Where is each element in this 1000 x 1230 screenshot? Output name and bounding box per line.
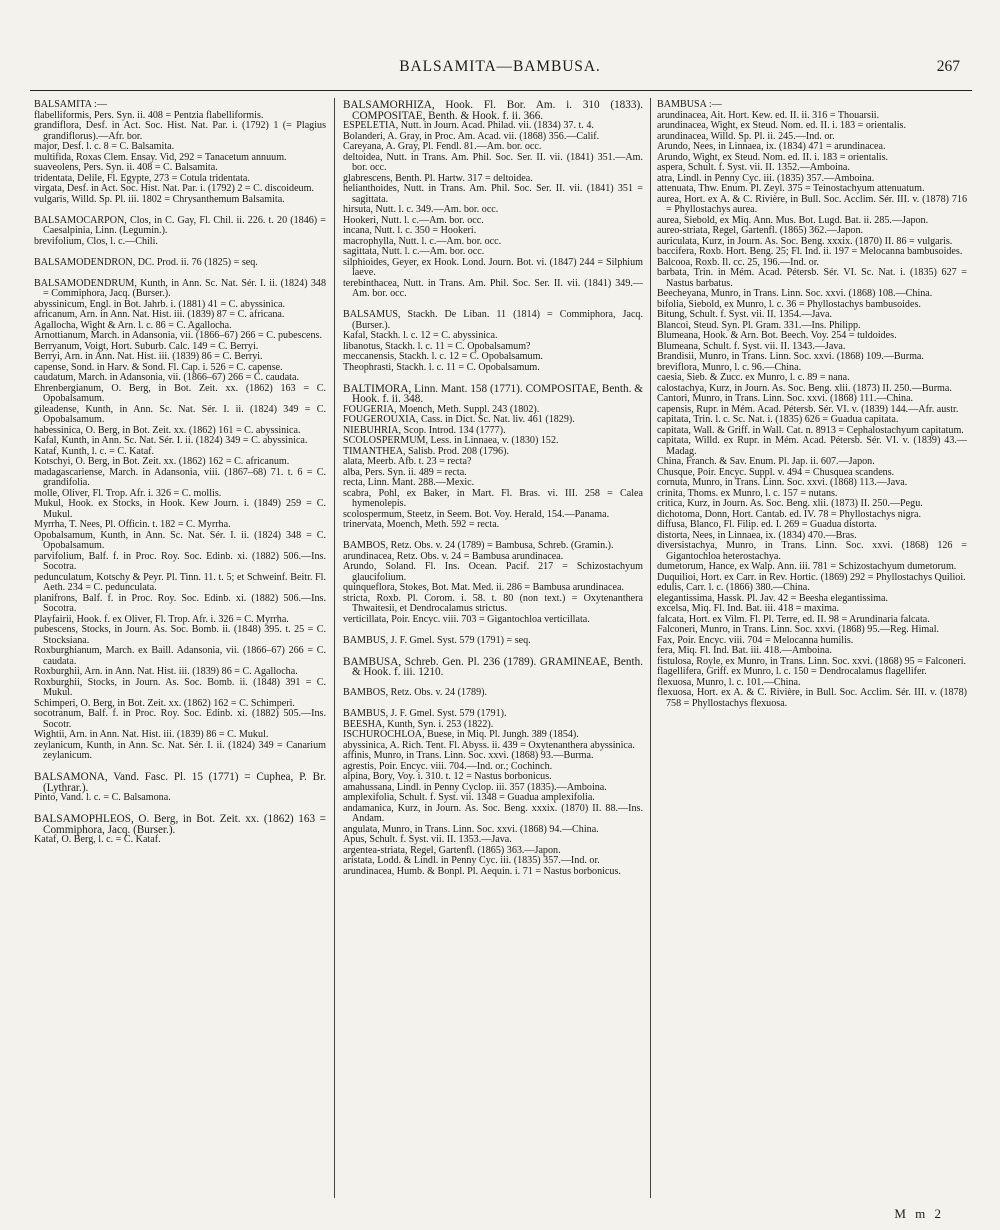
dictionary-entry: SCOLOSPERMUM, Less. in Linnaea, v. (1830) 152.: [343, 435, 559, 446]
dictionary-entry: molle, Oliver, Fl. Trop. Afr. i. 326 = C. mollis.: [34, 487, 222, 499]
dictionary-entry: aureo-striata, Regel, Gartenfl. (1865) 362.—Japon.: [657, 225, 864, 236]
dictionary-entry: incana, Nutt. l. c. 350 = Hookeri.: [343, 225, 477, 236]
dictionary-entry: Hookeri, Nutt. l. c.—Am. bor. occ.: [343, 214, 484, 226]
dictionary-entry: Arundo, Soland. Fl. Ins. Ocean. Pacif. 217 = Schizostachyum glaucifolium.: [343, 561, 643, 583]
column-left: [34, 100, 326, 1215]
dictionary-entry: Theophrasti, Stackh. l. c. 11 = C. Opobalsamum.: [343, 361, 540, 373]
dictionary-entry: Bolanderi, A. Gray, in Proc. Am. Acad. vii. (1868) 356.—Calif.: [343, 130, 600, 142]
dictionary-entry: caesia, Sieb. & Zucc. ex Munro, l. c. 89 = nana.: [657, 372, 850, 383]
dictionary-entry: agrestis, Poir. Encyc. viii. 704.—Ind. or.; Cochinch.: [343, 760, 553, 772]
column-right: [657, 100, 967, 1215]
page-number: 267: [936, 58, 960, 75]
dictionary-entry: amplexifolia, Schult. f. Syst. vii. 1348 = Guadua amplexifolia.: [343, 792, 595, 803]
dictionary-entry: diversistachya, Munro, in Trans. Linn. Soc. xxvi. (1868) 126 = Gigantochloa heterostachya.: [657, 540, 967, 562]
dictionary-entry: libanotus, Stackh. l. c. 11 = C. Opobalsamum?: [343, 340, 531, 352]
dictionary-entry: BALSAMODENDRUM, Kunth, in Ann. Sc. Nat. Sér. I. ii. (1824) 348 = Commiphora, Jacq. (Burser.).: [34, 277, 326, 299]
dictionary-entry: suaveolens, Pers. Syn. ii. 408 = C. Balsamita.: [34, 162, 218, 173]
dictionary-entry: aurea, Siebold, ex Miq. Ann. Mus. Bot. Lugd. Bat. ii. 285.—Japon.: [657, 214, 929, 226]
dictionary-entry: macrophylla, Nutt. l. c.—Am. bor. occ.: [343, 235, 502, 247]
dictionary-entry: distorta, Nees, in Linnaea, ix. (1834) 470.—Bras.: [657, 529, 857, 541]
dictionary-entry: Blumeana, Schult. f. Syst. vii. II. 1343.—Java.: [657, 340, 846, 352]
dictionary-entry: TIMANTHEA, Salisb. Prod. 208 (1796).: [343, 445, 509, 457]
running-header: [30, 58, 970, 84]
dictionary-entry: BAMBOS, Retz. Obs. v. 24 (1789) = Bambusa, Schreb. (Gramin.).: [343, 540, 614, 551]
dictionary-entry: arundinacea, Wight, ex Steud. Nom. ed. II. i. 183 = orientalis.: [657, 120, 906, 131]
dictionary-entry: helianthoides, Nutt. in Trans. Am. Phil. Soc. Ser. II. vii. (1841) 351 = sagittata.: [343, 183, 643, 205]
dictionary-entry: abyssinica, A. Rich. Tent. Fl. Abyss. ii. 439 = Oxytenanthera abyssinica.: [343, 739, 635, 751]
dictionary-entry: baccifera, Roxb. Hort. Beng. 25; Fl. Ind. ii. 197 = Melocanna bambusoides.: [657, 246, 963, 257]
dictionary-entry: BALSAMONA, Vand. Fasc. Pl. 15 (1771) = Cuphea, P. Br. (Lythrar.).: [34, 771, 326, 794]
dictionary-entry: hirsuta, Nutt. l. c. 349.—Am. bor. occ.: [343, 204, 499, 215]
dictionary-entry: fera, Miq. Fl. Ind. Bat. iii. 418.—Amboina.: [657, 645, 832, 656]
dictionary-entry: aurea, Hort. ex A. & C. Rivière, in Bull. Soc. Acclim. Sér. III. v. (1878) 716 = Phyllostachys aurea.: [657, 193, 967, 215]
dictionary-entry: arundinacea, Willd. Sp. Pl. ii. 245.—Ind. or.: [657, 130, 835, 142]
dictionary-entry: Kafal, Kunth, in Ann. Sc. Nat. Sér. I. ii. (1824) 349 = C. abyssinica.: [34, 435, 308, 446]
column-middle: [343, 100, 643, 1215]
dictionary-entry: attenuata, Thw. Enum. Pl. Zeyl. 375 = Teinostachyum attenuatum.: [657, 183, 925, 194]
dictionary-entry: Apus, Schult. f. Syst. vii. II. 1353.—Java.: [343, 834, 512, 845]
dictionary-entry: grandiflora, Desf. in Act. Soc. Hist. Nat. Par. i. (1792) 1 (= Plagius grandiflorus).—Afr. bor.: [34, 120, 326, 142]
dictionary-entry: Beecheyana, Munro, in Trans. Linn. Soc. xxvi. (1868) 108.—China.: [657, 288, 933, 299]
dictionary-entry: Cantori, Munro, in Trans. Linn. Soc. xxvi. (1868) 111.—China.: [657, 393, 914, 404]
dictionary-entry: Ehrenbergianum, O. Berg, in Bot. Zeit. xx. (1862) 163 = C. Opobalsamum.: [34, 382, 326, 404]
dictionary-entry: cornuta, Munro, in Trans. Linn. Soc. xxvi. (1868) 113.—Java.: [657, 477, 908, 488]
dictionary-entry: tridentata, Delile, Fl. Egypte, 273 = Cotula tridentata.: [34, 172, 250, 184]
dictionary-entry: stricta, Roxb. Pl. Corom. i. 58. t. 80 (non text.) = Oxytenanthera Thwaitesii, et Dendrocalamus strictus.: [343, 592, 643, 614]
dictionary-entry: gileadense, Kunth, in Ann. Sc. Nat. Sér. I. ii. (1824) 349 = C. Opobalsamum.: [34, 403, 326, 425]
dictionary-entry: breviflora, Munro, l. c. 96.—China.: [657, 361, 802, 373]
dictionary-entry: critica, Kurz, in Journ. As. Soc. Beng. xlii. (1873) II. 250.—Pegu.: [657, 498, 923, 509]
dictionary-entry: planifrons, Balf. f. in Proc. Roy. Soc. Edinb. xi. (1882) 506.—Ins. Socotra.: [34, 592, 326, 614]
dictionary-entry: BALTIMORA, Linn. Mant. 158 (1771). COMPOSITAE, Benth. & Hook. f. ii. 348.: [343, 382, 643, 405]
dictionary-entry: BAMBUSA, Schreb. Gen. Pl. 236 (1789). GRAMINEAE, Benth. & Hook. f. iii. 1210.: [343, 655, 643, 678]
dictionary-entry: NIEBUHRIA, Scop. Introd. 134 (1777).: [343, 424, 506, 436]
dictionary-entry: capensis, Rupr. in Mém. Acad. Pétersb. Sér. VI. v. (1839) 144.—Afr. austr.: [657, 403, 959, 415]
dictionary-entry: Arnottianum, March. in Adansonia, vii. (1866–67) 266 = C. pubescens.: [34, 330, 322, 341]
dictionary-entry: falcata, Hort. ex Vilm. Fl. Pl. Terre, ed. II. 98 = Arundinaria falcata.: [657, 613, 930, 625]
dictionary-entry: sagittata, Nutt. l. c.—Am. bor. occ.: [343, 246, 485, 257]
dictionary-entry: ESPELETIA, Nutt. in Journ. Acad. Philad. vii. (1834) 37. t. 4.: [343, 120, 594, 131]
dictionary-entry: brevifolium, Clos, l. c.—Chili.: [34, 235, 158, 247]
dictionary-entry: Falconeri, Munro, in Trans. Linn. Soc. xxvi. (1868) 95.—Reg. Himal.: [657, 624, 940, 635]
dictionary-entry: auriculata, Kurz, in Journ. As. Soc. Beng. xxxix. (1870) II. 86 = vulgaris.: [657, 235, 953, 247]
running-title: BALSAMITA—BAMBUSA.: [399, 58, 601, 75]
dictionary-entry: multifida, Roxas Clem. Ensay. Vid, 292 = Tanacetum annuum.: [34, 151, 287, 163]
dictionary-entry: verticillata, Poir. Encyc. viii. 703 = Gigantochloa verticillata.: [343, 613, 590, 625]
dictionary-entry: BALSAMUS, Stackh. De Liban. 11 (1814) = Commiphora, Jacq. (Burser.).: [343, 309, 643, 331]
dictionary-entry: aristata, Lodd. & Lindl. in Penny Cyc. iii. (1835) 357.—Ind. or.: [343, 855, 600, 866]
dictionary-entry: Roxburghii, Stocks, in Journ. As. Soc. Bomb. ii. (1848) 391 = C. Mukul.: [34, 676, 326, 698]
header-rule: [30, 90, 972, 91]
dictionary-entry: virgata, Desf. in Act. Soc. Hist. Nat. Par. i. (1792) 2 = C. discoideum.: [34, 183, 314, 194]
dictionary-entry: elegantissima, Hassk. Pl. Jav. 42 = Beesha elegantissima.: [657, 592, 888, 604]
dictionary-entry: Myrrha, T. Nees, Pl. Officin. t. 182 = C. Myrrha.: [34, 519, 231, 530]
dictionary-entry: arundinacea, Humb. & Bonpl. Pl. Aequin. i. 71 = Nastus borbonicus.: [343, 865, 621, 877]
dictionary-entry: BAMBUSA :—: [657, 100, 722, 110]
dictionary-entry: terebinthacea, Nutt. in Trans. Am. Phil. Soc. Ser. II. vii. (1841) 349.—Am. bor. occ.: [343, 277, 643, 299]
dictionary-entry: vulgaris, Willd. Sp. Pl. iii. 1802 = Chrysanthemum Balsamita.: [34, 193, 285, 205]
dictionary-entry: Kataf, Kunth, l. c. = C. Kataf.: [34, 445, 155, 457]
dictionary-entry: Roxburghii, Arn. in Ann. Nat. Hist. iii. (1839) 86 = C. Agallocha.: [34, 666, 298, 677]
dictionary-entry: capitata, Willd. ex Rupr. in Mém. Acad. Pétersb. Sér. VI. v. (1839) 43.—Madag.: [657, 435, 967, 457]
dictionary-entry: scolospermum, Steetz, in Seem. Bot. Voy. Herald, 154.—Panama.: [343, 508, 610, 520]
dictionary-entry: silphioides, Geyer, ex Hook. Lond. Journ. Bot. vi. (1847) 244 = Silphium laeve.: [343, 256, 643, 278]
dictionary-entry: parvifolium, Balf. f. in Proc. Roy. Soc. Edinb. xi. (1882) 506.—Ins. Socotra.: [34, 550, 326, 572]
dictionary-entry: Chusque, Poir. Encyc. Suppl. v. 494 = Chusquea scandens.: [657, 466, 895, 478]
dictionary-entry: flabelliformis, Pers. Syn. ii. 408 = Pentzia flabelliformis.: [34, 109, 264, 121]
dictionary-entry: dichotoma, Donn, Hort. Cantab. ed. IV. 78 = Phyllostachys nigra.: [657, 508, 921, 520]
dictionary-entry: meccanensis, Stackh. l. c. 12 = C. Opobalsamum.: [343, 351, 543, 362]
dictionary-entry: madagascariense, March. in Adansonia, viii. (1867–68) 71. t. 6 = C. grandifolia.: [34, 466, 326, 488]
dictionary-entry: aspera, Schult. f. Syst. vii. II. 1352.—Amboina.: [657, 162, 850, 173]
dictionary-entry: zeylanicum, Kunth, in Ann. Sc. Nat. Sér. I. ii. (1824) 349 = Canarium zeylanicum.: [34, 739, 326, 761]
dictionary-entry: flagellifera, Griff. ex Munro, l. c. 150 = Dendrocalamus flagellifer.: [657, 666, 927, 677]
column-divider: [334, 98, 335, 1198]
dictionary-entry: BALSAMORHIZA, Hook. Fl. Bor. Am. i. 310 (1833). COMPOSITAE, Benth. & Hook. f. ii. 366.: [343, 100, 643, 122]
dictionary-entry: glabrescens, Benth. Pl. Hartw. 317 = deltoidea.: [343, 172, 533, 184]
dictionary-entry: Brandisii, Munro, in Trans. Linn. Soc. xxvi. (1868) 109.—Burma.: [657, 351, 924, 362]
dictionary-entry: Careyana, A. Gray, Pl. Fendl. 81.—Am. bor. occ.: [343, 141, 542, 152]
dictionary-entry: pubescens, Stocks, in Journ. As. Soc. Bomb. ii. (1848) 395. t. 25 = C. Stocksiana.: [34, 624, 326, 646]
dictionary-entry: abyssinicum, Engl. in Bot. Jahrb. i. (1881) 41 = C. abyssinica.: [34, 298, 286, 310]
dictionary-entry: major, Desf. l. c. 8 = C. Balsamita.: [34, 141, 175, 152]
dictionary-entry: BALSAMITA :—: [34, 100, 107, 110]
dictionary-entry: deltoidea, Nutt. in Trans. Am. Phil. Soc. Ser. II. vii. (1841) 351.—Am. bor. occ.: [343, 151, 643, 173]
dictionary-entry: recta, Linn. Mant. 288.—Mexic.: [343, 477, 475, 488]
dictionary-entry: amahussana, Lindl. in Penny Cyclop. iii. 357 (1835).—Amboina.: [343, 781, 607, 793]
dictionary-entry: flexuosa, Munro, l. c. 101.—China.: [657, 676, 801, 688]
dictionary-entry: Kafal, Stackh. l. c. 12 = C. abyssinica.: [343, 330, 498, 341]
dictionary-entry: Arundo, Nees, in Linnaea, ix. (1834) 471 = arundinacea.: [657, 141, 886, 152]
dictionary-entry: caudatum, March. in Adansonia, vii. (1866–67) 266 = C. caudata.: [34, 372, 299, 383]
dictionary-entry: Arundo, Wight, ex Steud. Nom. ed. II. i. 183 = orientalis.: [657, 151, 889, 163]
dictionary-entry: arundinacea, Retz. Obs. v. 24 = Bambusa arundinacea.: [343, 550, 564, 562]
dictionary-entry: Bitung, Schult. f. Syst. vii. II. 1354.—Java.: [657, 309, 832, 320]
dictionary-entry: Kataf, O. Berg, l. c. = C. Kataf.: [34, 834, 161, 845]
dictionary-entry: angulata, Munro, in Trans. Linn. Soc. xxvi. (1868) 94.—China.: [343, 823, 599, 835]
dictionary-entry: Berryanum, Voigt, Hort. Suburb. Calc. 149 = C. Berryi.: [34, 340, 259, 352]
dictionary-entry: Berryi, Arn. in Ann. Nat. Hist. iii. (1839) 86 = C. Berryi.: [34, 351, 263, 362]
dictionary-entry: bifolia, Siebold, ex Munro, l. c. 36 = Phyllostachys bambusoides.: [657, 298, 921, 310]
dictionary-entry: calostachya, Kurz, in Journ. As. Soc. Beng. xlii. (1873) II. 250.—Burma.: [657, 382, 952, 394]
dictionary-entry: crinita, Thoms. ex Munro, l. c. 157 = nutans.: [657, 487, 838, 499]
signature-mark: M m 2: [894, 1206, 944, 1221]
dictionary-entry: BAMBUS, J. F. Gmel. Syst. 579 (1791).: [343, 708, 507, 719]
dictionary-entry: Agallocha, Wight & Arn. l. c. 86 = C. Agallocha.: [34, 319, 232, 331]
dictionary-entry: Opobalsamum, Kunth, in Ann. Sc. Nat. Sér. I. ii. (1824) 348 = C. Opobalsamum.: [34, 529, 326, 551]
dictionary-entry: Blancoi, Steud. Syn. Pl. Gram. 331.—Ins. Philipp.: [657, 319, 861, 331]
dictionary-entry: BAMBOS, Retz. Obs. v. 24 (1789).: [343, 687, 488, 698]
dictionary-entry: ISCHUROCHLOA, Buese, in Miq. Pl. Jungh. 389 (1854).: [343, 729, 579, 740]
dictionary-entry: BEESHA, Kunth, Syn. i. 253 (1822).: [343, 718, 494, 730]
dictionary-entry: alba, Pers. Syn. ii. 489 = recta.: [343, 466, 467, 478]
dictionary-entry: socotranum, Balf. f. in Proc. Roy. Soc. Edinb. xi. (1882) 505.—Ins. Socotr.: [34, 708, 326, 730]
column-divider: [650, 98, 651, 1198]
dictionary-entry: quinqueflora, Stokes, Bot. Mat. Med. ii. 286 = Bambusa arundinacea.: [343, 582, 624, 593]
dictionary-entry: alata, Meerb. Afb. t. 23 = recta?: [343, 456, 472, 467]
dictionary-entry: atra, Lindl. in Penny Cyc. iii. (1835) 357.—Amboina.: [657, 172, 875, 184]
dictionary-entry: FOUGERIA, Moench, Meth. Suppl. 243 (1802).: [343, 403, 540, 415]
dictionary-entry: dumetorum, Hance, ex Walp. Ann. iii. 781 = Schizostachyum dumetorum.: [657, 561, 957, 572]
dictionary-entry: argentea-striata, Regel, Gartenfl. (1865) 363.—Japon.: [343, 844, 561, 856]
dictionary-entry: flexuosa, Hort. ex A. & C. Rivière, in Bull. Soc. Acclim. Sér. III. v. (1878) 758 = Phyllostachys flexuosa.: [657, 687, 967, 709]
dictionary-entry: fistulosa, Royle, ex Munro, in Trans. Linn. Soc. xxvi. (1868) 95 = Falconeri.: [657, 655, 967, 667]
dictionary-entry: alpina, Bory, Voy. i. 310. t. 12 = Nastus borbonicus.: [343, 771, 552, 782]
dictionary-entry: Schimperi, O. Berg, in Bot. Zeit. xx. (1862) 162 = C. Schimperi.: [34, 697, 295, 709]
dictionary-entry: affinis, Munro, in Trans. Linn. Soc. xxvi. (1868) 93.—Burma.: [343, 750, 594, 761]
dictionary-entry: trinervata, Moench, Meth. 592 = recta.: [343, 519, 500, 530]
dictionary-entry: FOUGEROUXIA, Cass. in Dict. Sc. Nat. liv. 461 (1829).: [343, 414, 575, 425]
dictionary-entry: andamanica, Kurz, in Journ. As. Soc. Beng. xxxix. (1870) II. 88.—Ins. Andam.: [343, 802, 643, 824]
dictionary-entry: capitata, Wall. & Griff. in Wall. Cat. n. 8913 = Cephalostachyum capitatum.: [657, 424, 964, 436]
dictionary-entry: edulis, Carr. l. c. (1866) 380.—China.: [657, 582, 810, 593]
dictionary-entry: Blumeana, Hook. & Arn. Bot. Beech. Voy. 254 = tuldoides.: [657, 330, 897, 341]
dictionary-entry: scabra, Pohl, ex Baker, in Mart. Fl. Bras. vi. III. 258 = Calea hymenolepis.: [343, 487, 643, 509]
dictionary-entry: habessinica, O. Berg, in Bot. Zeit. xx. (1862) 161 = C. abyssinica.: [34, 424, 301, 436]
dictionary-entry: BALSAMOCARPON, Clos, in C. Gay, Fl. Chil. ii. 226. t. 20 (1846) = Caesalpinia, Linn. (Legumin.).: [34, 214, 326, 236]
dictionary-entry: BAMBUS, J. F. Gmel. Syst. 579 (1791) = seq.: [343, 634, 531, 646]
dictionary-entry: Duquilioi, Hort. ex Carr. in Rev. Hortic. (1869) 292 = Phyllostachys Quilioi.: [657, 571, 966, 583]
dictionary-entry: Kotschyi, O. Berg, in Bot. Zeit. xx. (1862) 162 = C. africanum.: [34, 456, 290, 467]
dictionary-entry: arundinacea, Ait. Hort. Kew. ed. II. ii. 316 = Thouarsii.: [657, 109, 880, 121]
dictionary-entry: Pinto, Vand. l. c. = C. Balsamona.: [34, 792, 171, 803]
dictionary-entry: barbata, Trin. in Mém. Acad. Pétersb. Sér. VI. Sc. Nat. i. (1835) 627 = Nastus barbatus.: [657, 267, 967, 289]
dictionary-entry: Mukul, Hook. ex Stocks, in Hook. Kew Journ. i. (1849) 259 = C. Mukul.: [34, 498, 326, 520]
dictionary-entry: diffusa, Blanco, Fl. Filip. ed. I. 269 = Guadua distorta.: [657, 519, 877, 530]
dictionary-entry: excelsa, Miq. Fl. Ind. Bat. iii. 418 = maxima.: [657, 603, 840, 614]
dictionary-entry: capense, Sond. in Harv. & Sond. Fl. Cap. i. 526 = C. capense.: [34, 361, 283, 373]
dictionary-entry: Fax, Poir. Encyc. viii. 704 = Melocanna humilis.: [657, 634, 854, 646]
dictionary-entry: Wightii, Arn. in Ann. Nat. Hist. iii. (1839) 86 = C. Mukul.: [34, 729, 269, 740]
dictionary-entry: Balcooa, Roxb. Il. cc. 25, 196.—Ind. or.: [657, 256, 820, 268]
dictionary-entry: Playfairii, Hook. f. ex Oliver, Fl. Trop. Afr. i. 326 = C. Myrrha.: [34, 613, 289, 625]
dictionary-entry: capitata, Trin. l. c. Sc. Nat. i. (1835) 626 = Guadua capitata.: [657, 414, 899, 425]
dictionary-entry: BALSAMOPHLEOS, O. Berg, in Bot. Zeit. xx. (1862) 163 = Commiphora, Jacq. (Burser.).: [34, 813, 326, 836]
dictionary-entry: China, Franch. & Sav. Enum. Pl. Jap. ii. 607.—Japon.: [657, 456, 875, 467]
dictionary-entry: africanum, Arn. in Ann. Nat. Hist. iii. (1839) 87 = C. africana.: [34, 309, 285, 320]
dictionary-entry: pedunculatum, Kotschy & Peyr. Pl. Tinn. 11. t. 5; et Schweinf. Beitr. Fl. Aeth. 234 = C. pedunculata.: [34, 571, 326, 593]
dictionary-entry: Roxburghianum, March. ex Baill. Adansonia, vii. (1866–67) 266 = C. caudata.: [34, 645, 326, 667]
dictionary-entry: BALSAMODENDRON, DC. Prod. ii. 76 (1825) = seq.: [34, 256, 258, 268]
